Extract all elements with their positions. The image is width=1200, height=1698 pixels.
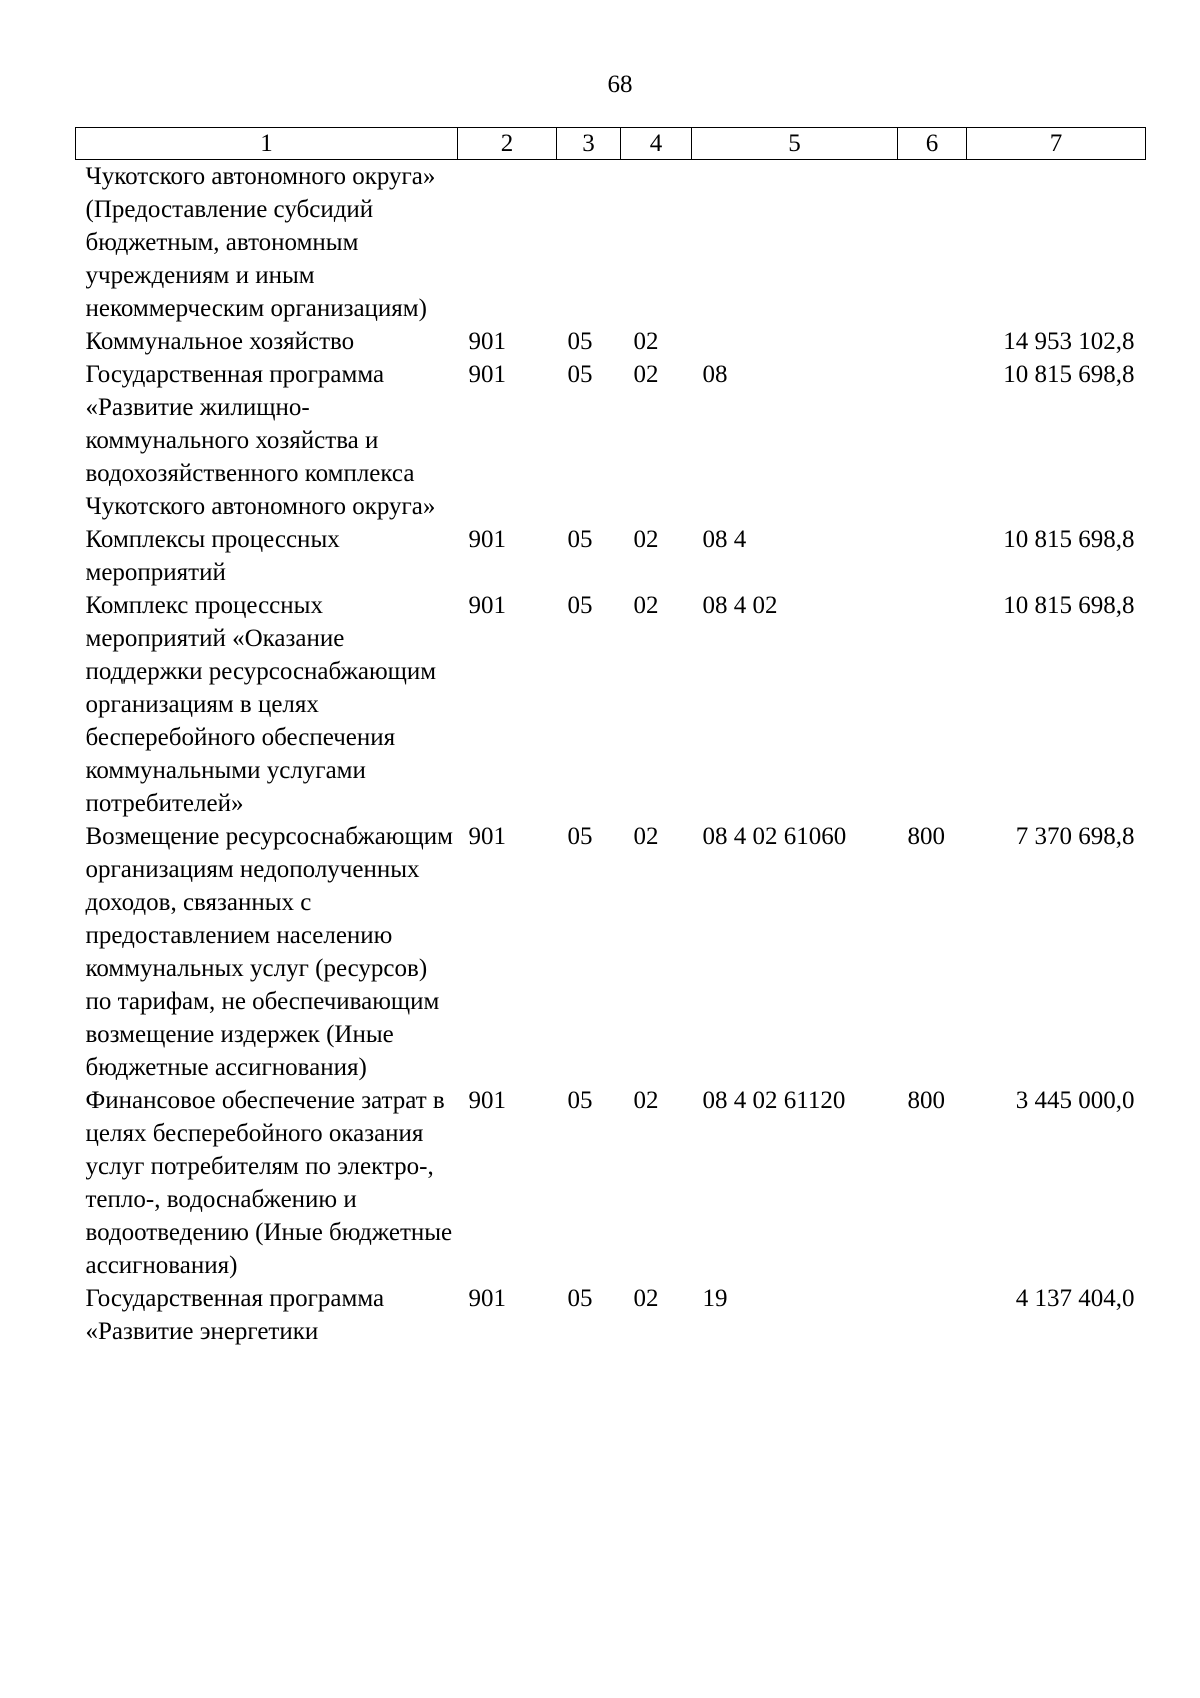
table-header-row [76,128,1146,160]
row-code-2: 901 [468,1087,506,1114]
column-header-4: 4 [621,128,692,160]
row-code-2: 901 [468,328,506,355]
table-row [76,820,1146,1084]
row-code-5: 08 4 02 [702,592,778,619]
row-code-2: 901 [468,526,506,553]
column-header-7: 7 [967,128,1146,160]
row-code-2: 901 [468,823,506,850]
row-code-6 [898,589,967,820]
row-name: Государственная программа «Развитие жилищно-коммунального хозяйства и водохозяйственного комплекса Чукотского автономного округа» [85,361,436,520]
row-amount [967,160,1146,326]
row-code-3: 05 [567,592,593,619]
row-code-5 [692,325,898,358]
row-code-6 [898,1282,967,1348]
row-code-5: 19 [702,1285,728,1312]
row-code-3: 05 [567,526,593,553]
row-amount: 14 953 102,8 [1003,328,1135,355]
row-code-3: 05 [567,1285,593,1312]
row-code-6: 800 [907,823,945,850]
table-row [76,160,1146,326]
row-code-4: 02 [633,526,659,553]
row-code-6 [898,160,967,326]
column-header-6: 6 [898,128,967,160]
row-code-3 [557,160,621,326]
table-row [76,1084,1146,1282]
row-code-4 [621,160,692,326]
row-amount: 7 370 698,8 [1015,823,1135,850]
row-code-3: 05 [567,361,593,388]
row-code-2 [458,160,557,326]
row-code-5: 08 4 [702,526,747,553]
table-row [76,589,1146,820]
row-code-6 [898,325,967,358]
row-code-4: 02 [633,592,659,619]
column-header-5: 5 [692,128,898,160]
row-code-5: 08 4 02 61120 [702,1087,846,1114]
row-code-4: 02 [633,1087,659,1114]
row-name: Возмещение ресурсоснабжающим организациям недополученных доходов, связанных с предоставлением населению коммунальных услуг (ресурсов) по тарифам, не обеспечивающим возмещение издержек (Иные бюджетные ассигнования) [85,823,453,1081]
row-amount: 10 815 698,8 [1003,592,1135,619]
row-code-3: 05 [567,1087,593,1114]
row-name: Комплексы процессных мероприятий [85,526,340,586]
row-code-6 [898,523,967,589]
row-code-2: 901 [468,1285,506,1312]
table-row [76,1282,1146,1348]
table-row [76,523,1146,589]
row-name: Финансовое обеспечение затрат в целях бесперебойного оказания услуг потребителям по электро-, тепло-, водоснабжению и водоотведению (Иные бюджетные ассигнования) [85,1087,453,1279]
row-amount: 10 815 698,8 [1003,361,1135,388]
row-name: Чукотского автономного округа» (Предоставление субсидий бюджетным, автономным учреждениям и иным некоммерческим организациям) [85,163,436,322]
table-row [76,325,1146,358]
column-header-2: 2 [458,128,557,160]
row-code-3: 05 [567,328,593,355]
row-name: Комплекс процессных мероприятий «Оказание поддержки ресурсоснабжающим организациям в целях бесперебойного обеспечения коммунальными услугами потребителей» [85,592,437,817]
row-amount: 3 445 000,0 [1015,1087,1135,1114]
row-name: Государственная программа «Развитие энергетики [85,1285,385,1345]
row-code-2: 901 [468,592,506,619]
row-code-4: 02 [633,823,659,850]
table-row [76,358,1146,523]
row-code-6 [898,358,967,523]
row-code-5 [692,160,898,326]
row-amount: 4 137 404,0 [1015,1285,1135,1312]
column-header-3: 3 [557,128,621,160]
column-header-1: 1 [76,128,458,160]
row-amount: 10 815 698,8 [1003,526,1135,553]
row-code-4: 02 [633,328,659,355]
row-code-6: 800 [907,1087,945,1114]
row-code-3: 05 [567,823,593,850]
page-number: 68 [607,71,633,98]
budget-table [75,127,1146,1348]
row-code-5: 08 4 02 61060 [702,823,847,850]
row-name: Коммунальное хозяйство [85,328,355,355]
row-code-5: 08 [702,361,728,388]
row-code-4: 02 [633,361,659,388]
row-code-4: 02 [633,1285,659,1312]
row-code-2: 901 [468,361,506,388]
